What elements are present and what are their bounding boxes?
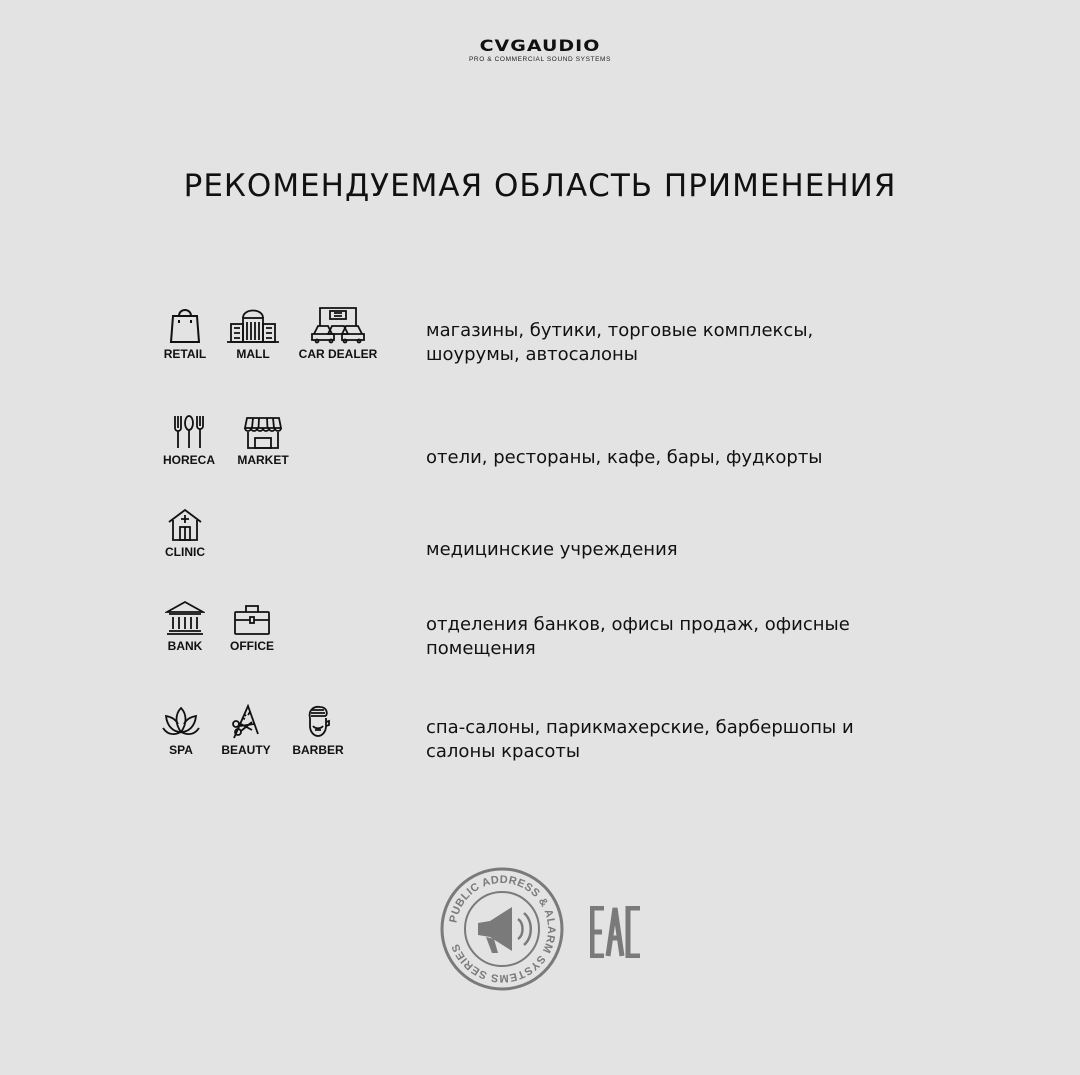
icon-label: BEAUTY (221, 743, 271, 757)
application-description: спа-салоны, парикмахерские, барбершопы и салоны красоты (426, 717, 854, 762)
application-description: магазины, бутики, торговые комплексы, шоурумы, автосалоны (426, 320, 814, 365)
car-dealer-item (293, 304, 383, 361)
car-dealer-icon (310, 304, 366, 344)
icon-label: RETAIL (163, 347, 207, 361)
barber-head-icon (300, 704, 336, 740)
eac-certification-mark (590, 906, 642, 962)
mall-item (208, 304, 298, 361)
brand-name: CVGAUDIO (479, 36, 601, 56)
scissors-comb-icon (226, 704, 266, 740)
application-description: медицинские учреждения (426, 539, 678, 560)
eac-mark-icon (590, 906, 642, 958)
public-address-badge (440, 867, 564, 995)
icon-label: SPA (169, 743, 193, 757)
icon-label: MARKET (237, 453, 289, 467)
shopping-bag-icon (165, 304, 205, 344)
application-description: отделения банков, офисы продаж, офисные помещения (426, 614, 850, 659)
briefcase-icon (232, 600, 272, 636)
icon-label: CAR DEALER (298, 347, 378, 361)
clinic-item (140, 508, 230, 559)
icon-label: OFFICE (230, 639, 274, 653)
lotus-icon (161, 704, 201, 740)
icon-label: BANK (167, 639, 203, 653)
barber-item (273, 704, 363, 757)
market-stall-icon (243, 414, 283, 450)
mall-building-icon (225, 304, 281, 344)
application-description: отели, рестораны, кафе, бары, фудкорты (426, 447, 823, 468)
bank-icon (165, 600, 205, 636)
badge-text: PUBLIC ADDRESS & ALARM SYSTEMS SERIES (447, 873, 558, 985)
icon-label: BARBER (292, 743, 344, 757)
office-item (207, 600, 297, 653)
icon-label: HORECA (162, 453, 215, 467)
icon-label: CLINIC (165, 545, 205, 559)
megaphone-badge-icon (440, 867, 564, 991)
icon-label: MALL (236, 347, 270, 361)
market-item (218, 414, 308, 467)
brand-logo (450, 36, 630, 64)
clinic-icon (167, 508, 203, 542)
brand-tagline: PRO & COMMERCIAL SOUND SYSTEMS (469, 56, 611, 63)
page-title: РЕКОМЕНДУЕМАЯ ОБЛАСТЬ ПРИМЕНЕНИЯ (183, 168, 897, 204)
cutlery-icon (169, 414, 209, 450)
